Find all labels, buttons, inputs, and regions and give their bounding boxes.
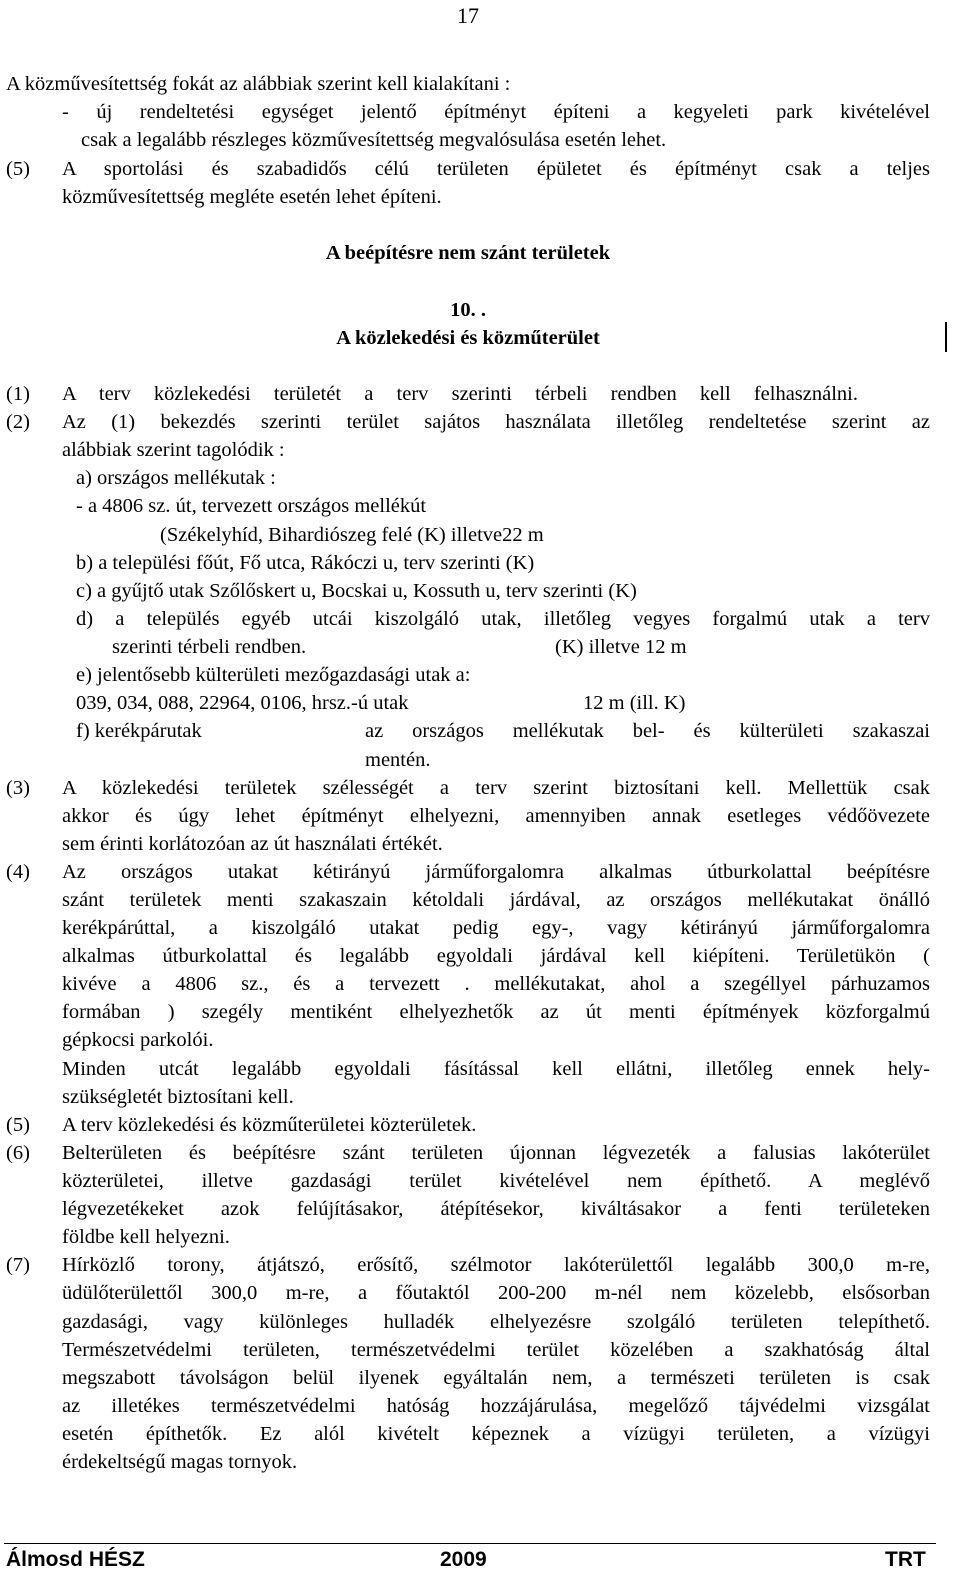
footer-right: TRT	[885, 1548, 926, 1571]
body-line-12b: az országos mellékutak bel- és külterületi szakaszai	[365, 720, 930, 742]
body-line-38: érdekeltségű magas tornyok.	[62, 1451, 298, 1473]
body-line-11b: 12 m (ill. K)	[583, 692, 686, 714]
body-line-2: alábbiak szerint tagolódik :	[62, 439, 285, 461]
body-line-18: szánt területek menti szakaszain kétoldali járdával, az országos mellékutakat önálló	[62, 889, 930, 911]
intro-line-1: - új rendeltetési egységet jelentő építményt építeni a kegyeleti park kivételével	[62, 101, 930, 123]
body-line-26: A terv közlekedési és közműterületei közterületek.	[62, 1114, 477, 1136]
body-line-34: Természetvédelmi területen, természetvédelmi terület közelében a szakhatóság által	[62, 1339, 930, 1361]
intro-num-3: (5)	[6, 158, 30, 180]
body-line-20: alkalmas útburkolattal és legalább egyoldali járdával kell kiépíteni. Területükön (	[62, 945, 930, 967]
paragraph-number: 10. .	[450, 299, 486, 321]
page-number: 17	[457, 3, 479, 28]
body-line-7: c) a gyűjtő utak Szőlőskert u, Bocskai u, Kossuth u, terv szerinti (K)	[76, 580, 637, 602]
num-4: (4)	[6, 861, 30, 883]
body-line-8: d) a település egyéb utcái kiszolgáló utak, illetőleg vegyes forgalmú utak a terv	[76, 608, 930, 630]
body-line-31: Hírközlő torony, átjátszó, erősítő, szélmotor lakóterülettől legalább 300,0 m-re,	[62, 1254, 930, 1276]
num-7: (7)	[6, 1254, 30, 1276]
body-line-0: A terv közlekedési területét a terv szerinti térbeli rendben kell felhasználni.	[62, 383, 858, 405]
body-line-35: megszabott távolságon belül ilyenek egyáltalán nem, a természeti területen is csak	[62, 1367, 930, 1389]
body-line-12: f) kerékpárutak	[76, 720, 202, 742]
num-5: (5)	[6, 1114, 30, 1136]
body-line-10: e) jelentősebb külterületi mezőgazdasági utak a:	[76, 664, 471, 686]
intro-line-2: csak a legalább részleges közművesítettség megvalósulása esetén lehet.	[81, 129, 667, 151]
body-line-3: a) országos mellékutak :	[76, 467, 276, 489]
revision-bar	[945, 322, 947, 352]
body-line-5: (Székelyhíd, Bihardiószeg felé (K) illetve22 m	[160, 524, 544, 546]
body-line-4: - a 4806 sz. út, tervezett országos mellékút	[76, 495, 427, 517]
num-1: (1)	[6, 383, 30, 405]
body-line-15: akkor és úgy lehet építményt elhelyezni, amennyiben annak esetleges védőövezete	[62, 805, 930, 827]
body-line-6: b) a települési főút, Fő utca, Rákóczi u, terv szerinti (K)	[76, 552, 535, 574]
body-line-17: Az országos utakat kétirányú járműforgalomra alkalmas útburkolattal beépítésre	[62, 861, 930, 883]
body-line-33: gazdasági, vagy különleges hulladék elhelyezésre szolgáló területen telepíthető.	[62, 1311, 930, 1333]
body-line-36: az illetékes természetvédelmi hatóság hozzájárulása, megelőző tájvédelmi vizsgálat	[62, 1395, 930, 1417]
body-line-1: Az (1) bekezdés szerinti terület sajátos használata illetőleg rendeltetése szerint az	[62, 411, 930, 433]
body-line-24: Minden utcát legalább egyoldali fásítással kell ellátni, illetőleg ennek hely-	[62, 1058, 930, 1080]
footer-rule	[4, 1543, 936, 1544]
body-line-13: mentén.	[365, 749, 431, 771]
body-line-29: légvezetékeket azok felújításakor, átépítésekor, kiváltásakor a fenti területeken	[62, 1198, 930, 1220]
body-line-9b: (K) illetve 12 m	[555, 636, 687, 658]
body-line-37: esetén építhetők. Ez alól kivételt képeznek a vízügyi területen, a vízügyi	[62, 1423, 930, 1445]
num-2: (2)	[6, 411, 30, 433]
intro-line-3: A sportolási és szabadidős célú területen épületet és építményt csak a teljes	[62, 158, 930, 180]
body-line-11: 039, 034, 088, 22964, 0106, hrsz.-ú utak	[76, 692, 409, 714]
body-line-14: A közlekedési területek szélességét a terv szerint biztosítani kell. Mellettük csak	[62, 777, 930, 799]
body-line-25: szükségletét biztosítani kell.	[62, 1086, 294, 1108]
num-6: (6)	[6, 1142, 30, 1164]
footer-left: Álmosd HÉSZ	[6, 1548, 145, 1571]
body-line-23: gépkocsi parkolói.	[62, 1029, 214, 1051]
intro-line-4: közművesítettség megléte esetén lehet építeni.	[62, 186, 442, 208]
num-3: (3)	[6, 777, 30, 799]
body-line-9: szerinti térbeli rendben.	[112, 636, 307, 658]
body-line-22: formában ) szegély mentiként elhelyezhetők az út menti építmények közforgalmú	[62, 1001, 930, 1023]
body-line-27: Belterületen és beépítésre szánt területen újonnan légvezeték a falusias lakóterület	[62, 1142, 930, 1164]
section-heading: A beépítésre nem szánt területek	[325, 242, 611, 264]
paragraph-title: A közlekedési és közműterület	[336, 327, 600, 349]
body-line-30: földbe kell helyezni.	[62, 1226, 230, 1248]
body-line-28: közterületei, illetve gazdasági terület kivételével nem építhető. A meglévő	[62, 1170, 930, 1192]
body-line-16: sem érinti korlátozóan az út használati értékét.	[62, 833, 443, 855]
body-line-19: kerékpárúttal, a kiszolgáló utakat pedig egy-, vagy kétirányú járműforgalomra	[62, 917, 930, 939]
body-line-32: üdülőterülettől 300,0 m-re, a főutaktól 200-200 m-nél nem közelebb, elsősorban	[62, 1282, 930, 1304]
footer-center: 2009	[440, 1548, 487, 1571]
body-line-21: kivéve a 4806 sz., és a tervezett . mellékutakat, ahol a szegéllyel párhuzamos	[62, 973, 930, 995]
